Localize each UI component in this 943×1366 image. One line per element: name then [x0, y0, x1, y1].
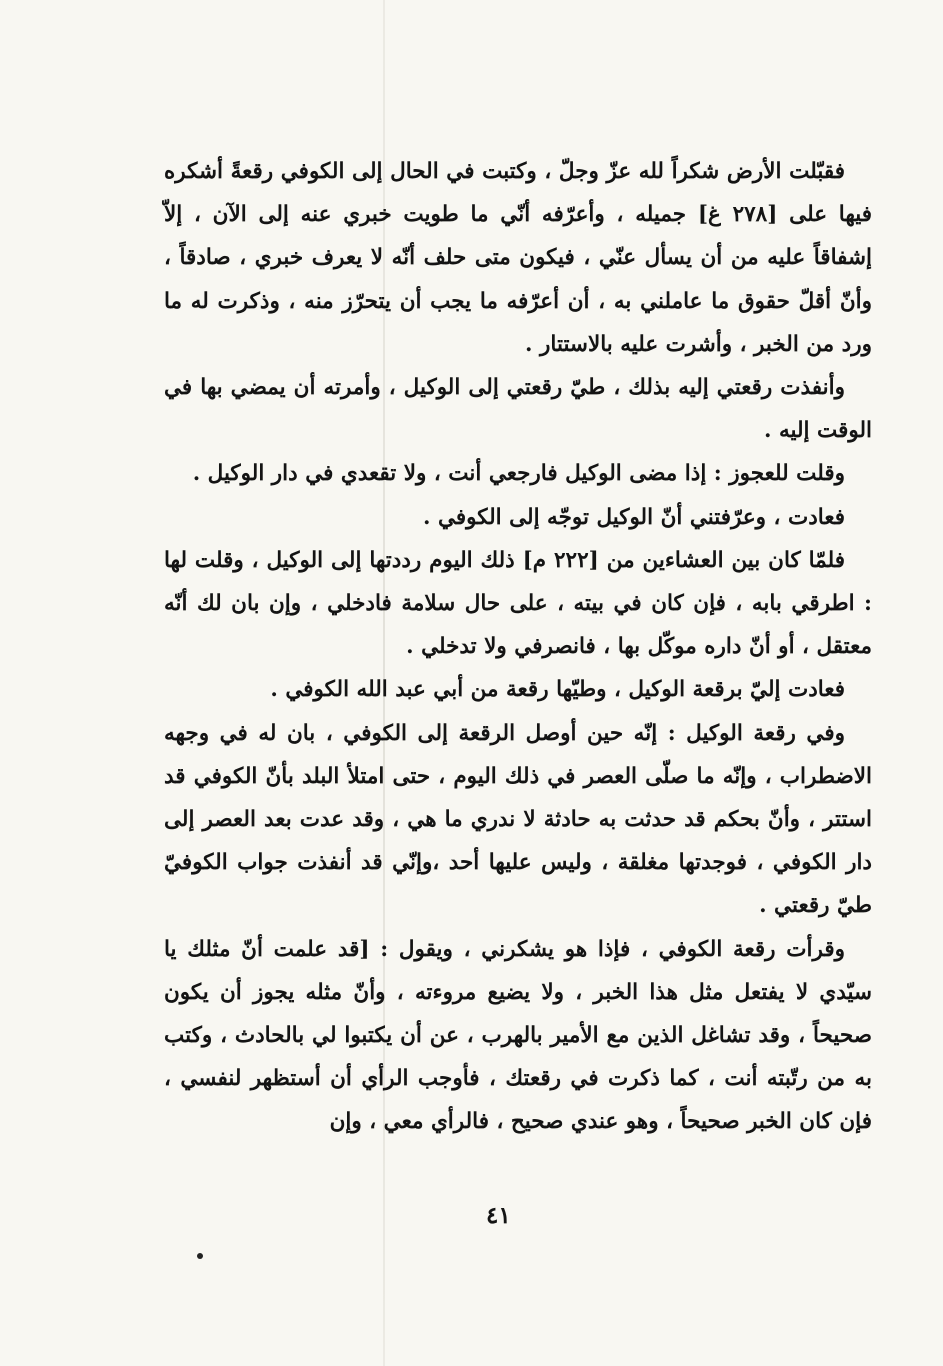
paragraph-8: وقرأت رقعة الكوفي ، فإذا هو يشكرني ، ويقول : [قد علمت أنّ مثلك يا سيّدي لا يفتعل مثل هذا الخبر ، ولا يضيع مروءته ، وأنّ مثله يجوز أن يكون صحيحاً ، وقد تشاغل الذين مع الأمير بالهرب ، عن أن يكتبوا لي بالحادث ، وكتب به من رتّبته أنت ، كما ذكرت في رقعتك ، فأوجب الرأي أن أستظهر لنفسي ، فإن كان الخبر صحيحاً ، وهو عندي صحيح ، فالرأي معي ، وإن [164, 936, 872, 1135]
paragraph-7: وفي رقعة الوكيل : إنّه حين أوصل الرقعة إلى الكوفي ، بان له في وجهه الاضطراب ، وإنّه ما صلّى العصر في ذلك اليوم ، حتى امتلأ البلد بأنّ الكوفي قد استتر ، وأنّ بحكم قد حدثت به حادثة لا ندري ما هي ، وقد عدت بعد العصر إلى دار الكوفي ، فوجدتها مغلقة ، وليس عليها أحد ،وإنّي قد أنفذت جواب الكوفيّ طيّ رقعتي . [164, 720, 872, 919]
paragraph-6: فعادت إليّ برقعة الوكيل ، وطيّها رقعة من أبي عبد الله الكوفي . [270, 677, 845, 703]
ink-speck [197, 1253, 203, 1259]
paragraph-1: فقبّلت الأرض شكراً لله عزّ وجلّ ، وكتبت في الحال إلى الكوفي رقعةً أشكره فيها على [٢٧٨ غ] جميله ، وأعرّفه أنّي ما طويت خبري عنه إلى الآن ، إلاّ إشفاقاً عليه من أن يسأل عنّي ، فيكون متى حلف أنّه لا يعرف خبري ، صادقاً ، وأنّ أقلّ حقوق ما عاملني به ، أن أعرّفه ما يجب أن يتحرّز منه ، وذكرت له ما ورد من الخبر ، وأشرت عليه بالاستتار . [164, 159, 872, 357]
body-text [164, 150, 872, 1144]
paragraph-3: وقلت للعجوز : إذا مضى الوكيل فارجعي أنت ، ولا تقعدي في دار الوكيل . [192, 461, 845, 487]
paragraph-2: وأنفذت رقعتي إليه بذلك ، طيّ رقعتي إلى الوكيل ، وأمرته أن يمضي بها في الوقت إليه . [164, 375, 872, 444]
paragraph-5: فلمّا كان بين العشاءين من [٢٢٢ م] ذلك اليوم رددتها إلى الوكيل ، وقلت لها : اطرقي بابه ، فإن كان في بيته ، على حال سلامة فادخلي ، وإن بان لك أنّه معتقل ، أو أنّ داره موكّل بها ، فانصرفي ولا تدخلي . [164, 547, 872, 660]
page-number: ٤١ [486, 1202, 511, 1229]
paragraph-4: فعادت ، وعرّفتني أنّ الوكيل توجّه إلى الكوفي . [422, 504, 845, 530]
